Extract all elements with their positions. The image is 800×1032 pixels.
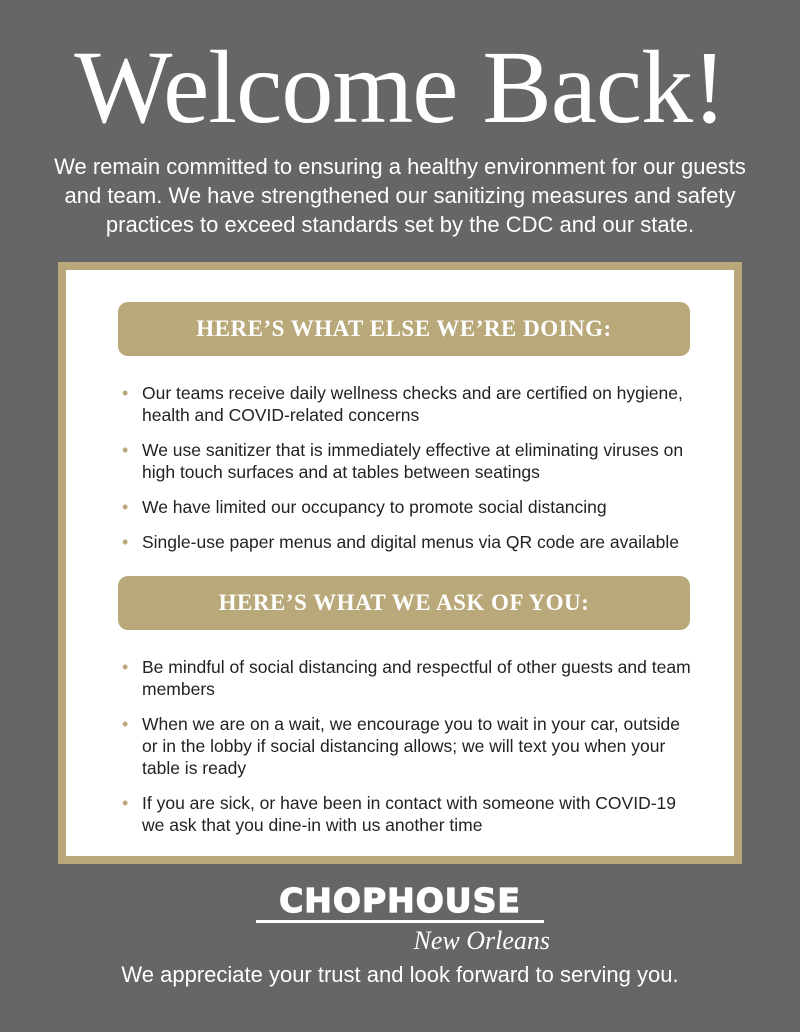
list-item — [120, 656, 700, 700]
bullet-icon: • — [122, 714, 129, 734]
bullet-icon: • — [122, 532, 129, 552]
list-item — [120, 496, 700, 518]
list-item-text: Our teams receive daily wellness checks and are certified on hygiene, health and COVID-related concerns — [142, 383, 683, 425]
bullet-icon: • — [122, 383, 129, 403]
info-panel — [58, 262, 742, 864]
intro-paragraph: We remain committed to ensuring a healthy environment for our guests and team. We have strengthened our sanitizing measures and safety practices to exceed standards set by the CDC and our state. — [54, 154, 746, 237]
logo-underline — [256, 920, 544, 923]
bullet-icon: • — [122, 657, 129, 677]
list-item-text: Single-use paper menus and digital menus via QR code are available — [142, 532, 679, 552]
list-item-text: When we are on a wait, we encourage you to wait in your car, outside or in the lobby if social distancing allows; we will text you when your table is ready — [142, 714, 680, 778]
closing-text: We appreciate your trust and look forward to serving you. — [121, 962, 679, 987]
section-heading-doing: HERE’S WHAT ELSE WE’RE DOING: — [118, 302, 690, 356]
chophouse-logo — [256, 881, 544, 924]
info-panel-inner — [66, 270, 734, 856]
list-item-text: We use sanitizer that is immediately effective at eliminating viruses on high touch surfaces and at tables between seatings — [142, 440, 684, 482]
list-item-text: Be mindful of social distancing and respectful of other guests and team members — [142, 657, 691, 699]
list-item — [120, 792, 700, 836]
bullet-icon: • — [122, 793, 129, 813]
bullet-icon: • — [122, 440, 129, 460]
list-item — [120, 531, 700, 553]
section-heading-ask: HERE’S WHAT WE ASK OF YOU: — [118, 576, 690, 630]
bullet-icon: • — [122, 497, 129, 517]
list-item-text: We have limited our occupancy to promote social distancing — [142, 497, 607, 517]
list-item — [120, 713, 700, 779]
ask-list — [120, 656, 700, 849]
logo-subtitle: New Orleans — [413, 926, 550, 955]
logo-wordmark: CHOPHOUSE — [279, 881, 521, 920]
list-item-text: If you are sick, or have been in contact with someone with COVID-19 we ask that you dine-in with us another time — [142, 793, 677, 835]
doing-list — [120, 382, 700, 566]
page-title: Welcome Back! — [74, 30, 726, 145]
list-item — [120, 439, 700, 483]
list-item — [120, 382, 700, 426]
